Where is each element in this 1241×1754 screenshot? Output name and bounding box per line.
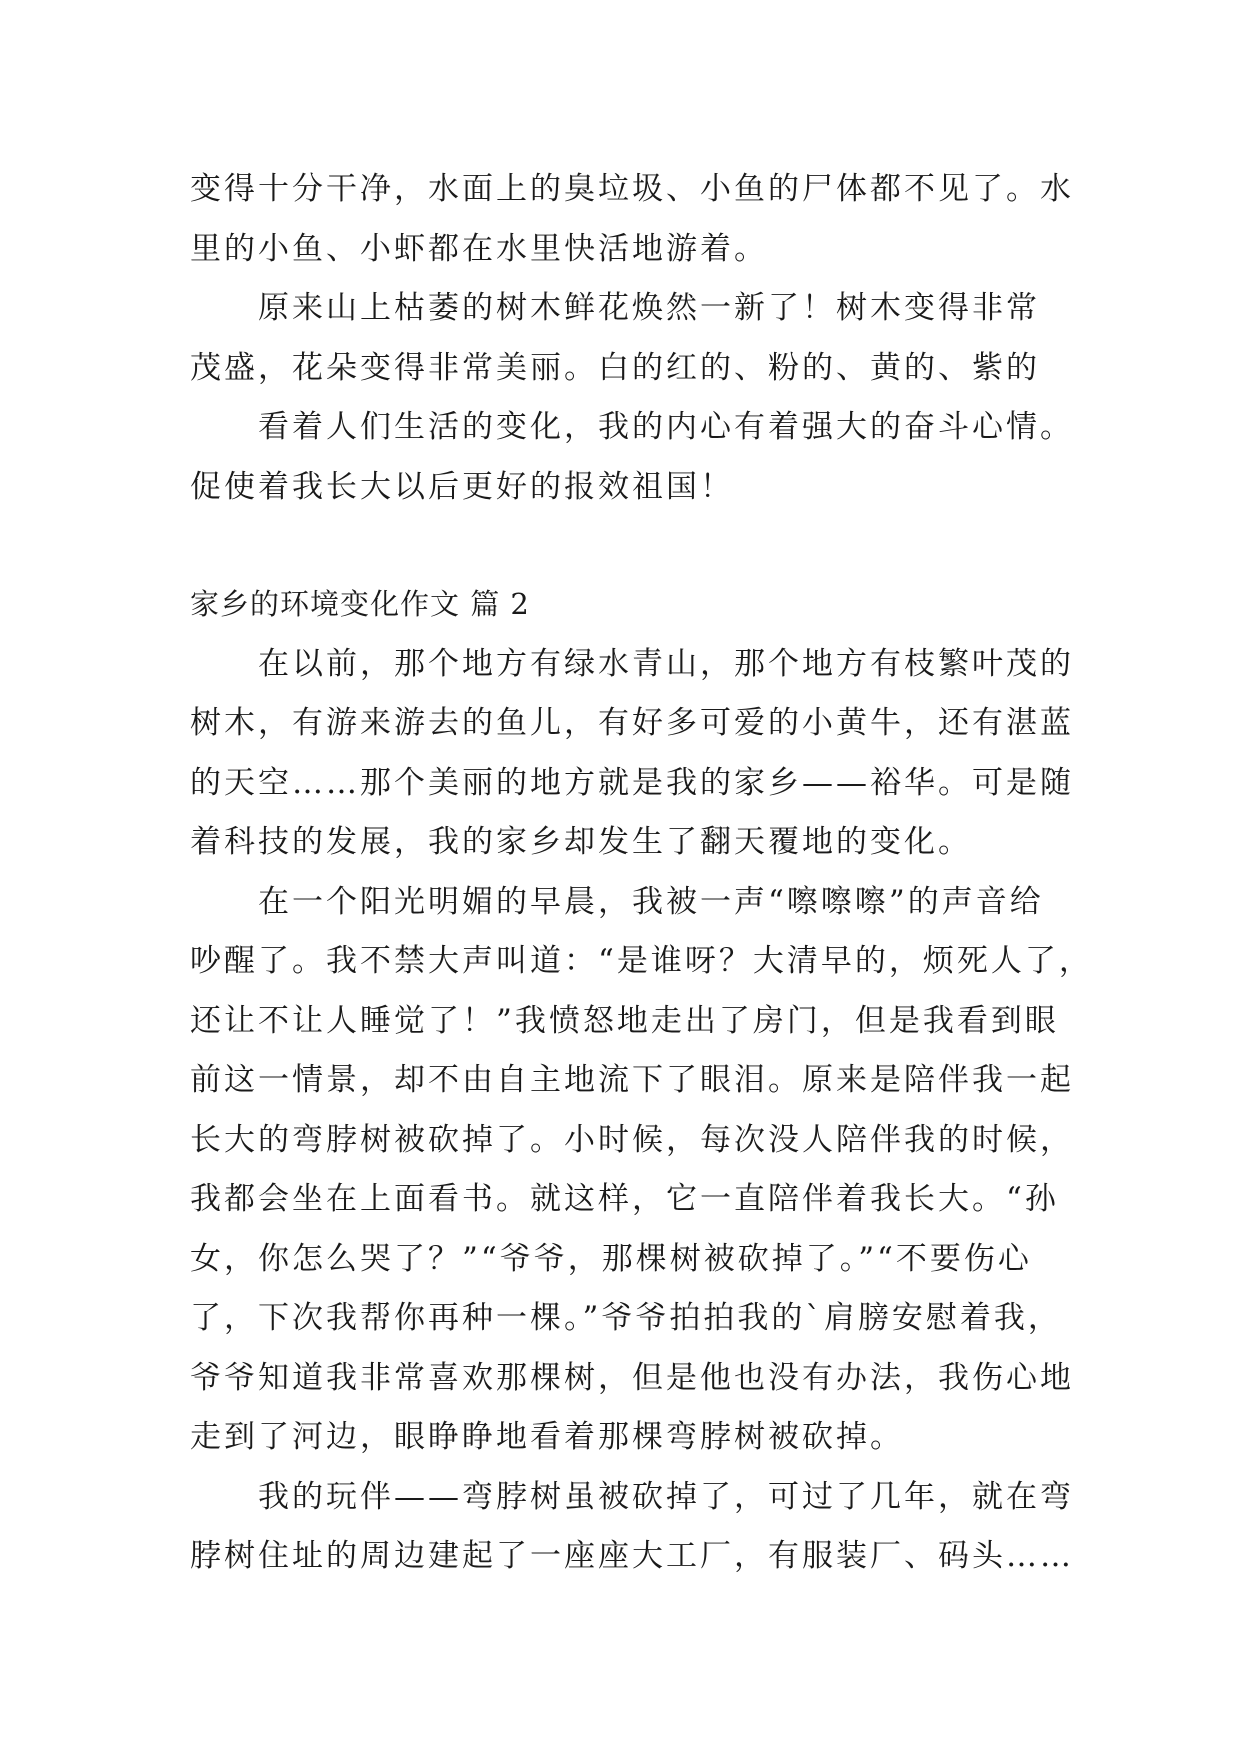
paragraph-line: 原来山上枯萎的树木鲜花焕然一新了！树木变得非常 xyxy=(258,290,1040,326)
paragraph-line: 我的玩伴——弯脖树虽被砍掉了，可过了几年，就在弯 xyxy=(258,1478,1074,1515)
paragraph-line: 走到了河边，眼睁睁地看着那棵弯脖树被砍掉。 xyxy=(190,1419,904,1455)
document-page xyxy=(190,160,1093,1587)
paragraph-line: 还让不让人睡觉了！”我愤怒地走出了房门，但是我看到眼 xyxy=(190,1002,1059,1039)
paragraph-line: 的天空……那个美丽的地方就是我的家乡——裕华。可是随 xyxy=(190,764,1074,801)
paragraph-line: 着科技的发展，我的家乡却发生了翻天覆地的变化。 xyxy=(190,824,972,860)
paragraph-line: 变得十分干净，水面上的臭垃圾、小鱼的尸体都不见了。水 xyxy=(190,171,1074,207)
paragraph-line: 了，下次我帮你再种一棵。”爷爷拍拍我的`肩膀安慰着我， xyxy=(190,1300,1062,1336)
paragraph-line: 我都会坐在上面看书。就这样，它一直陪伴着我长大。“孙 xyxy=(190,1181,1059,1217)
paragraph-line: 在一个阳光明媚的早晨，我被一声“嚓嚓嚓”的声音给 xyxy=(258,883,1044,920)
paragraph-line: 女，你怎么哭了？”“爷爷，那棵树被砍掉了。”“不要伤心 xyxy=(190,1240,1032,1277)
paragraph-line: 脖树住址的周边建起了一座座大工厂，有服装厂、码头…… xyxy=(190,1538,1074,1574)
paragraph-line: 前这一情景，却不由自主地流下了眼泪。原来是陪伴我一起 xyxy=(190,1062,1074,1098)
paragraph-line: 茂盛，花朵变得非常美丽。白的红的、粉的、黄的、紫的 xyxy=(190,349,1040,386)
section-gap xyxy=(190,517,1070,575)
paragraph-line: 树木，有游来游去的鱼儿，有好多可爱的小黄牛，还有湛蓝 xyxy=(190,705,1074,741)
paragraph-line: 促使着我长大以后更好的报效祖国！ xyxy=(190,468,734,505)
section-heading: 家乡的环境变化作文 篇 2 xyxy=(190,587,530,621)
paragraph-line: 长大的弯脖树被砍掉了。小时候，每次没人陪伴我的时候， xyxy=(190,1121,1074,1158)
paragraph-line: 吵醒了。我不禁大声叫道：“是谁呀？大清早的，烦死人了， xyxy=(190,943,1093,979)
paragraph-line: 爷爷知道我非常喜欢那棵树，但是他也没有办法，我伤心地 xyxy=(190,1359,1074,1396)
paragraph-line: 在以前，那个地方有绿水青山，那个地方有枝繁叶茂的 xyxy=(258,645,1074,682)
paragraph-line: 看着人们生活的变化，我的内心有着强大的奋斗心情。 xyxy=(258,409,1074,445)
paragraph-line: 里的小鱼、小虾都在水里快活地游着。 xyxy=(190,230,768,267)
